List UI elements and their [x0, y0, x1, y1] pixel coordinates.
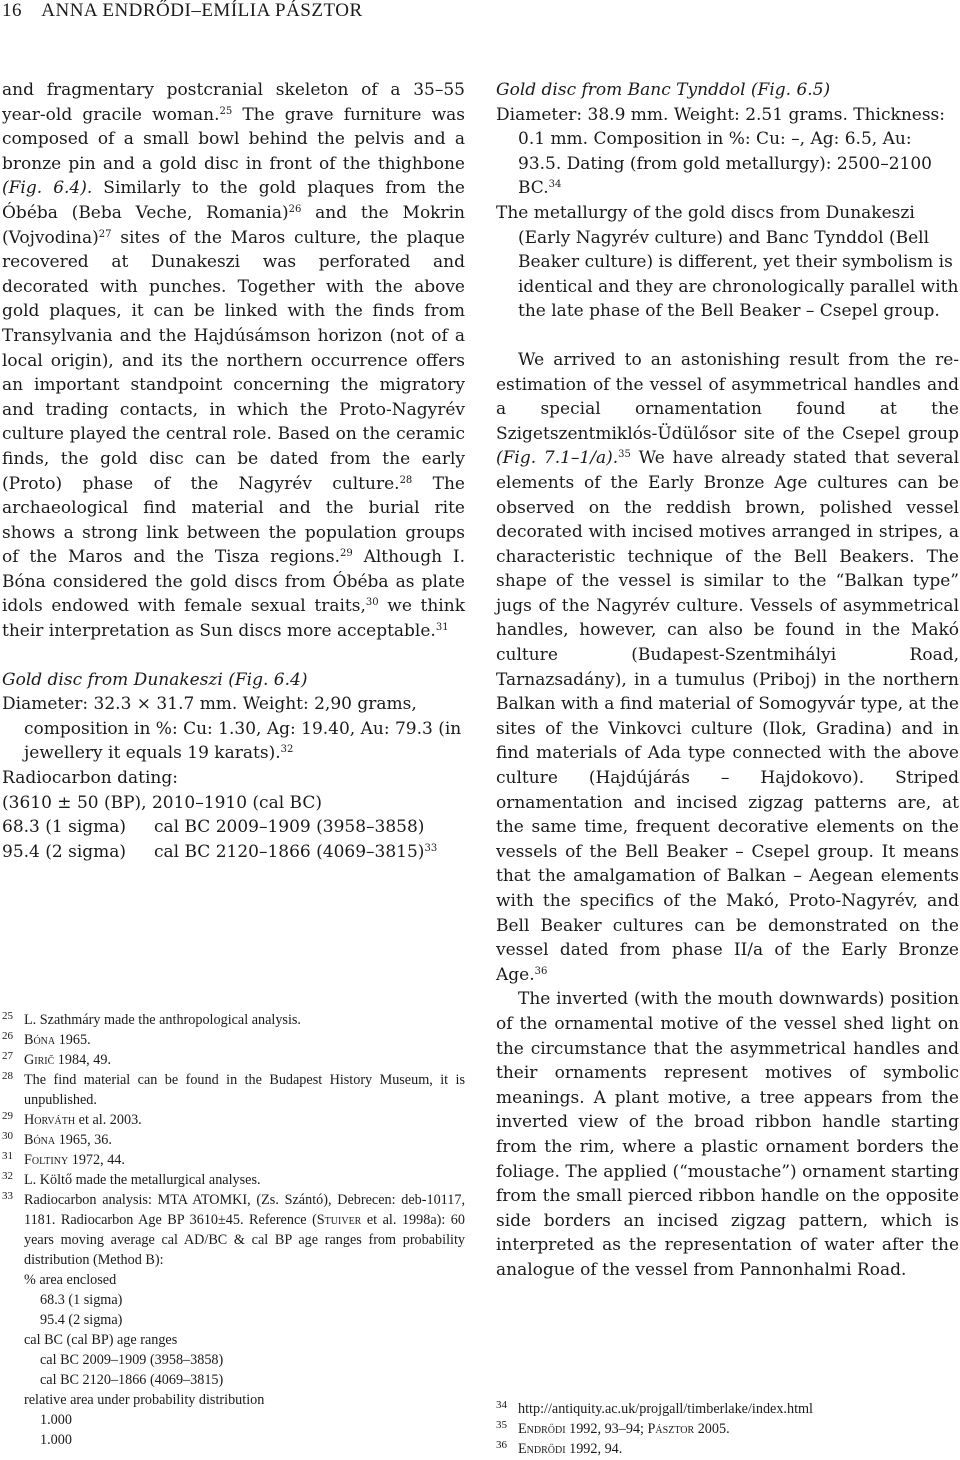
fn33-line: 95.4 (2 sigma) — [40, 1312, 123, 1328]
footnote-31: 31 Foltiny 1972, 44. — [2, 1150, 125, 1168]
footnotes-left — [2, 1010, 465, 1450]
footnote-28: 28 The find material can be found in the Budapest History Museum, it is unpublished. — [2, 1070, 465, 1108]
fn33-line: % area enclosed — [24, 1272, 117, 1288]
footnote-35: 35 Endrődi 1992, 93–94; Pásztor 2005. — [496, 1419, 730, 1437]
paragraph-grave: and fragmentary postcranial skeleton of a 35–55 year-old gracile woman.$^{25}$ The grave furniture was composed of a small bowl behind the pelvis and a bronze pin and a gold disc in front of the thighbone (Fig. 6.4). Similarly to the gold plaques from the Óbéba (Beba Veche, Romania)$^{26}$ and the Mokrin (Vojvodina)$^{27}$ sites of the Maros culture, the plaque recovered at Dunakeszi was perforated and decorated with punches. Together with the above gold plaques, it can be linked with the finds from Transylvania and the Hajdúsámson horizon (not of a local origin), and its the northern occurrence offers an important standpoint concerning the migratory and trading contacts, in which the Proto-Nagyrév culture played the central role. Based on the ceramic finds, the gold disc can be dated from the early (Proto) phase of the Nagyrév culture.$^{28}$ The archaeological find material and the burial rite shows a strong link between the population groups of the Maros and the Tisza regions.$^{29}$ Although I. Bóna considered the gold discs from Óbéba as plate idols endowed with female sexual traits,$^{30}$ we think their interpretation as Sun discs more acceptable.$^{31}$ — [2, 80, 465, 642]
fn33-line: cal BC 2009–1909 (3958–3858) — [40, 1352, 224, 1368]
fn33-line: 1.000 — [40, 1432, 72, 1448]
footnotes-right — [496, 1399, 959, 1459]
running-header — [2, 0, 363, 24]
right-column — [496, 78, 959, 1283]
footnote-26: 26 Bóna 1965. — [2, 1030, 91, 1048]
radiocarbon-row-1: 68.3 (1 sigma) cal BC 2009–1909 (3958–3858) — [2, 817, 425, 838]
fn33-line: cal BC (cal BP) age ranges — [24, 1332, 178, 1348]
radiocarbon-bp: (3610 ± 50 (BP), 2010–1910 (cal BC) — [2, 792, 322, 813]
footnote-36: 36 Endrődi 1992, 94. — [496, 1439, 623, 1457]
footnote-27: 27 Girič 1984, 49. — [2, 1050, 111, 1068]
footnote-33: 33 Radiocarbon analysis: MTA ATOMKI, (Zs. Szántó), Debrecen: deb-10117, 1181. Radiocarbon Age BP 3610±45. Reference (Stuiver et al. 1998a): 60 years moving average cal AD/BC & cal BP age ranges from probability distribution (Method B): — [2, 1190, 465, 1268]
footnote-25: 25 L. Szathmáry made the anthropological analysis. — [2, 1010, 301, 1028]
paragraph-inverted: The inverted (with the mouth downwards) position of the ornamental motive of the vessel shed light on the circumstance that the asymmetrical handles and their ornaments represent motives of symbolic meanings. A plant motive, a tree appears from the inverted view of the broad ribbon handle starting from the rim, where a plastic ornament borders the foliage. The applied (“moustache”) ornament starting from the small pierced ribbon handle on the opposite side borders an incised zigzag pattern, which is interpreted as the representation of water after the analogue of the vessel from Pannonhalmi Road. — [496, 989, 959, 1280]
radiocarbon-title: Radiocarbon dating: — [2, 768, 178, 789]
footnote-link[interactable]: http://antiquity.ac.uk/projgall/timberlake/index.html — [518, 1401, 813, 1417]
paragraph-vessel: We arrived to an astonishing result from the re-estimation of the vessel of asymmetrical handles and a special ornamentation found at the Szigetszentmiklós-Üdülősor site of the Csepel group (Fig. 7.1–1/a).$^{35}$ We have already stated that several elements of the Early Bronze Age cultures can be observed on the reddish brown, polished vessel decorated with incised motives arranged in stripes, a characteristic technique of the Bell Beakers. The shape of the vessel is similar to the “Balkan type” jugs of the Nagyrév culture. Vessels of asymmetrical handles, however, can also be found in the Makó culture (Budapest-Szentmihályi Road, Tarnazsadány), in a tumulus (Priboj) in the northern Balkan with a find material of Somogyvár type, at the sites of the Vinkovci culture (Ilok, Gradina) and in find materials of Ada type connected with the above culture (Hajdújárás – Hajdokovo). Striped ornamentation and incised zigzag patterns are, at the same time, frequent decorative elements on the vessels of the Bell Beaker – Csepel group. It means that the amalgamation of Balkan – Aegean elements with the specifics of the Makó, Proto-Nagyrév, and Bell Beaker cultures can be demonstrated on the vessel dated from phase II/a of the Early Bronze Age.$^{36}$ — [496, 349, 959, 985]
fn33-line: 68.3 (1 sigma) — [40, 1292, 123, 1308]
fn33-line: relative area under probability distribution — [24, 1392, 265, 1408]
disc-dunakeszi-details: Diameter: 32.3 × 31.7 mm. Weight: 2,90 grams, composition in %: Cu: 1.30, Ag: 19.40, Au: 79.3 (in jewellery it equals 19 karats).$^{32}$ — [2, 694, 462, 764]
metallurgy-paragraph: The metallurgy of the gold discs from Dunakeszi (Early Nagyrév culture) and Banc Tynddol (Bell Beaker culture) is different, yet their symbolism is identical and they are chronologically parallel with the late phase of the Bell Beaker – Csepel group. — [496, 202, 959, 322]
header-authors: ANNA ENDRŐDI–EMÍLIA PÁSZTOR — [41, 0, 363, 21]
fn33-line: 1.000 — [40, 1412, 72, 1428]
left-column — [2, 78, 465, 864]
disc-banc-details: Diameter: 38.9 mm. Weight: 2.51 grams. Thickness: 0.1 mm. Composition in %: Cu: –, Ag: 6.5, Au: 93.5. Dating (from gold metallurgy): 2500–2100 BC.$^{34}$ — [496, 104, 945, 199]
footnote-32: 32 L. Költő made the metallurgical analyses. — [2, 1170, 261, 1188]
footnote-30: 30 Bóna 1965, 36. — [2, 1130, 112, 1148]
disc-banc-title: Gold disc from Banc Tynddol (Fig. 6.5) — [496, 80, 831, 100]
page-number: 16 — [2, 0, 22, 21]
footnote-29: 29 Horváth et al. 2003. — [2, 1110, 142, 1128]
footnote-34: 34 http://antiquity.ac.uk/projgall/timberlake/index.html — [496, 1399, 959, 1419]
radiocarbon-row-2: 95.4 (2 sigma) cal BC 2120–1866 (4069–3815)$^{33}$ — [2, 841, 438, 862]
disc-dunakeszi-title: Gold disc from Dunakeszi (Fig. 6.4) — [2, 669, 308, 690]
fn33-line: cal BC 2120–1866 (4069–3815) — [40, 1372, 224, 1388]
